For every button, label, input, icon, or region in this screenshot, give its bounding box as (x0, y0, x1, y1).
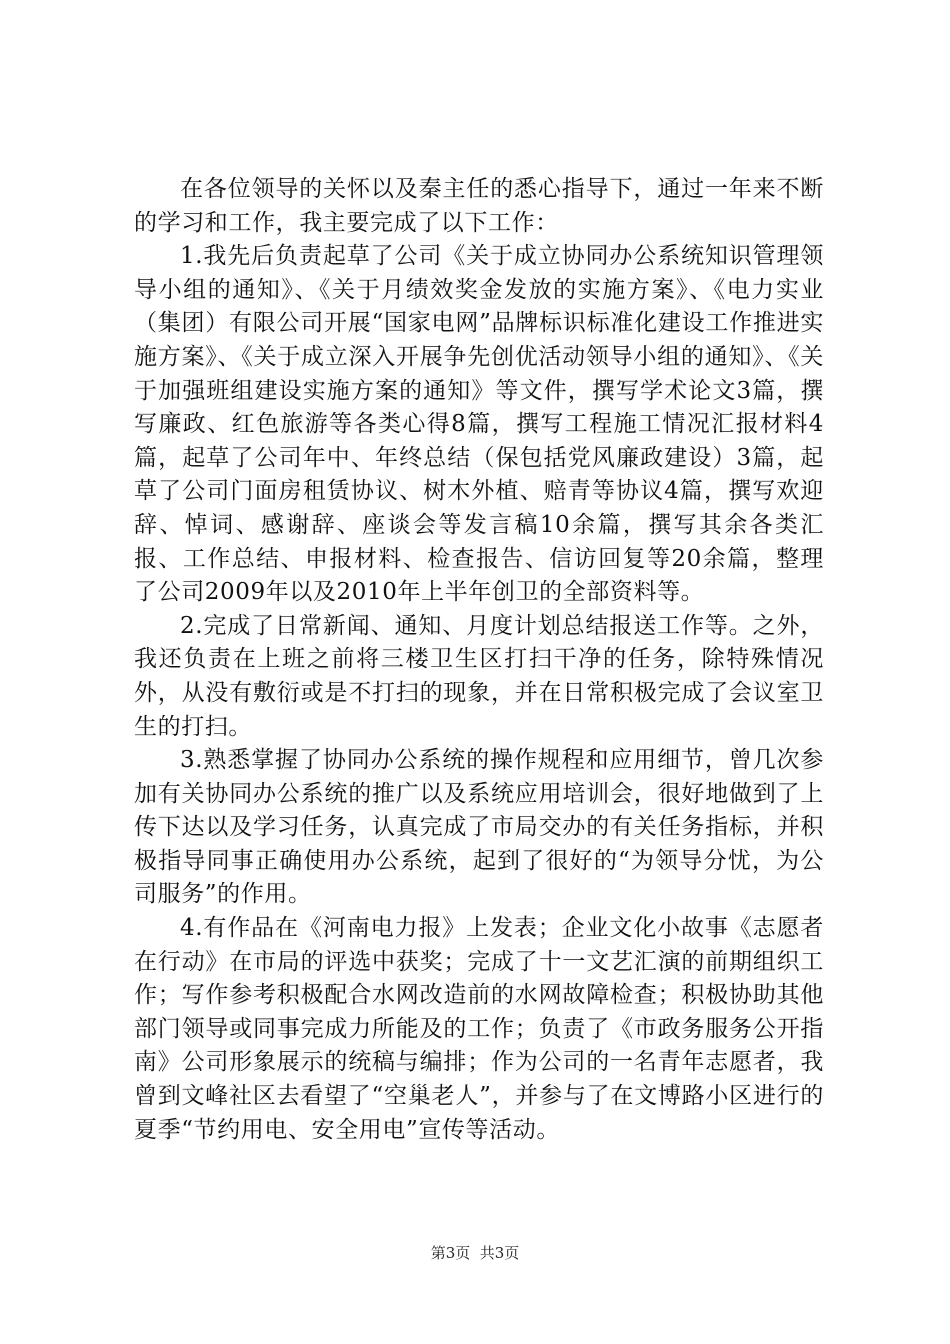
item-2-paragraph: 2.完成了日常新闻、通知、月度计划总结报送工作等。之外，我还负责在上班之前将三楼卫生区打扫干净的任务，除特殊情况外，从没有敷衍或是不打扫的现象，并在日常积极完成了会议室卫生的打扫。 (134, 612, 824, 740)
body-text (134, 173, 824, 1147)
item-3-paragraph: 3.熟悉掌握了协同办公系统的操作规程和应用细节，曾几次参加有关协同办公系统的推广以及系统应用培训会，很好地做到了上传下达以及学习任务，认真完成了市局交办的有关任务指标，并积极指导同事正确使用办公系统，起到了很好的“为领导分忧，为公司服务”的作用。 (134, 747, 824, 908)
page-footer (0, 1243, 950, 1263)
item-4-paragraph: 4.有作品在《河南电力报》上发表；企业文化小故事《志愿者在行动》在市局的评选中获奖；完成了十一文艺汇演的前期组织工作；写作参考积极配合水网改造前的水网故障检查；积极协助其他部门领导或同事完成力所能及的工作；负责了《市政务服务公开指南》公司形象展示的统稿与编排；作为公司的一名青年志愿者，我曾到文峰社区去看望了“空巢老人”，并参与了在文博路小区进行的夏季“节约用电、安全用电”宣传等活动。 (134, 915, 824, 1143)
page-number: 第3页 共3页 (430, 1244, 520, 1262)
intro-paragraph: 在各位领导的关怀以及秦主任的悉心指导下，通过一年来不断的学习和工作，我主要完成了以下工作： (134, 176, 824, 236)
item-1-paragraph: 1.我先后负责起草了公司《关于成立协同办公系统知识管理领导小组的通知》、《关于月绩效奖金发放的实施方案》、《电力实业（集团）有限公司开展“国家电网”品牌标识标准化建设工作推进实施方案》、《关于成立深入开展争先创优活动领导小组的通知》、《关于加强班组建设实施方案的通知》等文件，撰写学术论文3篇，撰写廉政、红色旅游等各类心得8篇，撰写工程施工情况汇报材料4篇，起草了公司年中、年终总结（保包括党风廉政建设）3篇，起草了公司门面房租赁协议、树木外植、赔青等协议4篇，撰写欢迎辞、悼词、感谢辞、座谈会等发言稿10余篇，撰写其余各类汇报、工作总结、申报材料、检查报告、信访回复等20余篇，整理了公司2009年以及2010年上半年创卫的全部资料等。 (134, 243, 824, 606)
